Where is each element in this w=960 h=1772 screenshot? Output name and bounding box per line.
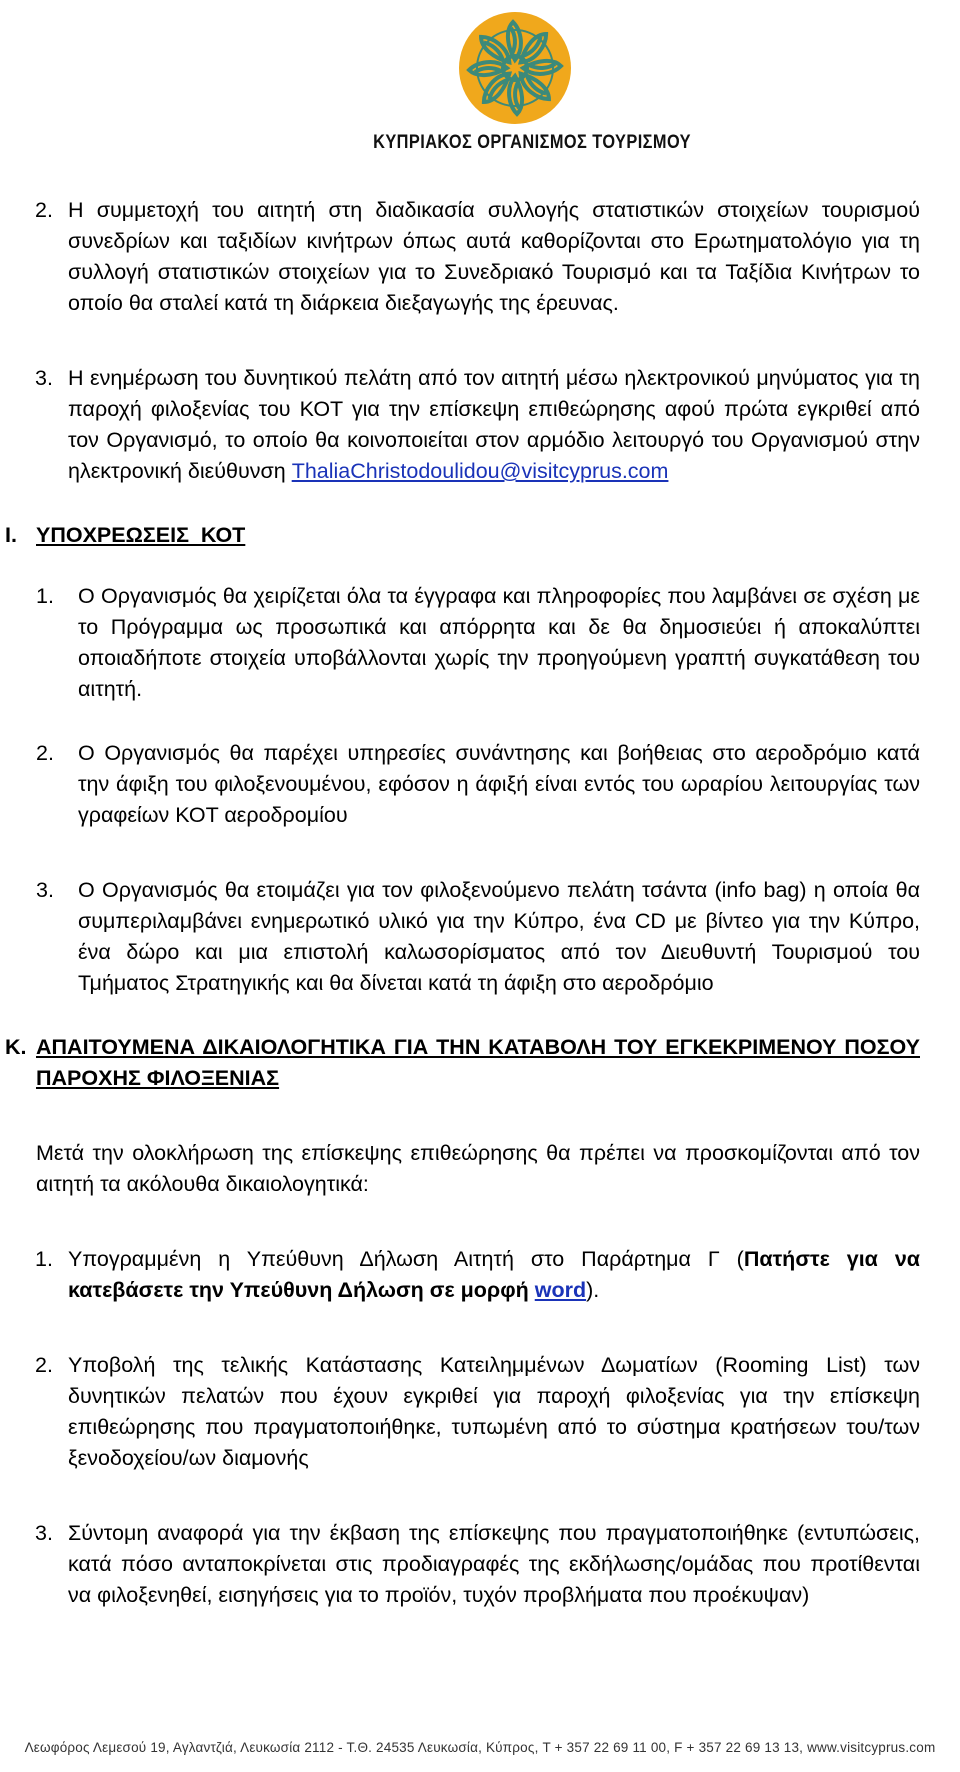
list-item-number: 1. <box>36 584 54 608</box>
download-instruction: Πατήστε για να κατεβάσετε την Υπεύθυνη Δήλωση σε μορφή <box>68 1247 920 1302</box>
list-item-text: Η ενημέρωση του δυνητικού πελάτη από τον αιτητή μέσω ηλεκτρονικού μηνύματος για τη παροχή φιλοξενίας του ΚΟΤ για την επίσκεψη επιθεώρησης αφού πρώτα εγκριθεί από τον Οργανισμό, το οποίο θα κοινοποιείται στον αρμόδιο λειτουργό του Οργανισμού στην ηλεκτρονική διεύθυνση <box>68 366 920 483</box>
section-letter: Ι. <box>5 523 17 547</box>
list-item <box>0 875 960 999</box>
list-item <box>0 363 960 487</box>
list-item-number: 3. <box>36 878 54 902</box>
list-item-text: Υπογραμμένη η Υπεύθυνη Δήλωση Αιτητή στο Παράρτημα Γ ( <box>68 1247 744 1271</box>
section-title: ΑΠΑΙΤΟΥΜΕΝΑ ΔΙΚΑΙΟΛΟΓΗΤΙΚΑ ΓΙΑ ΤΗΝ ΚΑΤΑΒΟΛΗ ΤΟΥ ΕΓΚΕΚΡΙΜΕΝΟΥ ΠΟΣΟΥ ΠΑΡΟΧΗΣ ΦΙΛΟΞΕΝΙΑΣ <box>36 1035 920 1090</box>
list-item-number: 2. <box>35 1353 53 1377</box>
word-download-link[interactable]: word <box>534 1278 587 1302</box>
list-item-number: 3. <box>35 366 53 390</box>
cto-star-logo-icon <box>455 8 575 128</box>
intro-paragraph: Μετά την ολοκλήρωση της επίσκεψης επιθεώρησης θα πρέπει να προσκομίζονται από τον αιτητή τα ακόλουθα δικαιολογητικά: <box>36 1141 920 1196</box>
list-item <box>0 195 960 319</box>
org-name: ΚΥΠΡΙΑΚΟΣ ΟΡΓΑΝΙΣΜΟΣ ΤΟΥΡΙΣΜΟΥ <box>373 132 691 153</box>
list-item-text: Ο Οργανισμός θα ετοιμάζει για τον φιλοξενούμενο πελάτη τσάντα (info bag) η οποία θα συμπεριλαμβάνει ενημερωτικό υλικό για την Κύπρο, ένα CD με βίντεο για την Κύπρο, ένα δώρο και μια επιστολή καλωσορίσματος από τον Διευθυντή Τουρισμού του Τμήματος Στρατηγικής και θα δίνεται κατά τη άφιξη στο αεροδρόμιο <box>78 878 920 995</box>
list-item <box>0 581 960 705</box>
list-item-number: 2. <box>35 198 53 222</box>
list-item-number: 2. <box>36 741 54 765</box>
list-item <box>0 738 960 831</box>
section-heading-k <box>0 1032 960 1094</box>
list-item-text: Σύντομη αναφορά για την έκβαση της επίσκεψης που πραγματοποιήθηκε (εντυπώσεις, κατά πόσο ανταποκρίνεται στις προδιαγραφές της εκδήλωσης/ομάδας που προτίθενται να φιλοξενηθεί, εισηγήσεις για το προϊόν, τυχόν προβλήματα που προέκυψαν) <box>68 1521 920 1607</box>
list-item-text-end: ). <box>586 1278 600 1302</box>
list-item-text: Ο Οργανισμός θα χειρίζεται όλα τα έγγραφα και πληροφορίες που λαμβάνει σε σχέση με το Πρόγραμμα ως προσωπικά και απόρρητα και δε θα δημοσιεύει ή αποκαλύπτει οποιαδήποτε στοιχεία υποβάλλονται χωρίς την προηγούμενη γραπτή συγκατάθεση του αιτητή. <box>78 584 920 701</box>
section-heading-i <box>0 520 960 551</box>
list-item-text: Ο Οργανισμός θα παρέχει υπηρεσίες συνάντησης και βοήθειας στο αεροδρόμιο κατά την άφιξη του φιλοξενουμένου, εφόσον η άφιξή είναι εντός του ωραρίου λειτουργίας των γραφείων ΚΟΤ αεροδρομίου <box>78 741 920 827</box>
list-item-number: 1. <box>35 1247 53 1271</box>
email-link[interactable]: ThaliaChristodoulidou@visitcyprus.com <box>291 459 669 483</box>
list-item-number: 3. <box>35 1521 53 1545</box>
document-body <box>0 195 960 1611</box>
footer-address: Λεωφόρος Λεμεσού 19, Αγλαντζιά, Λευκωσία 2112 - Τ.Θ. 24535 Λευκωσία, Κύπρος, T + 357 22 69 11 00, F + 357 22 69 13 13, www.visitcyprus.com <box>24 1740 936 1755</box>
list-item <box>0 1518 960 1611</box>
list-item-text: Η συμμετοχή του αιτητή στη διαδικασία συλλογής στατιστικών στοιχείων τουρισμού συνεδρίων και ταξιδίων κινήτρων όπως αυτά καθορίζονται στο Ερωτηματολόγιο για τη συλλογή στατιστικών στοιχείων για το Συνεδριακό Τουρισμό και τα Ταξίδια Κινήτρων το οποίο θα σταλεί κατά τη διάρκεια διεξαγωγής της έρευνας. <box>68 198 920 315</box>
section-letter: Κ. <box>5 1035 27 1059</box>
section-title: ΥΠΟΧΡΕΩΣΕΙΣ ΚΟΤ <box>36 523 246 547</box>
list-item <box>0 1350 960 1474</box>
list-item-text: Υποβολή της τελικής Κατάστασης Κατειλημμένων Δωματίων (Rooming List) των δυνητικών πελατών που έχουν εγκριθεί για παροχή φιλοξενίας για την επίσκεψη επιθεώρησης που πραγματοποιήθηκε, τυπωμένη από το σύστημα κρατήσεων του/των ξενοδοχείου/ων διαμονής <box>68 1353 920 1470</box>
header-logo <box>350 8 691 158</box>
list-item <box>0 1244 960 1306</box>
